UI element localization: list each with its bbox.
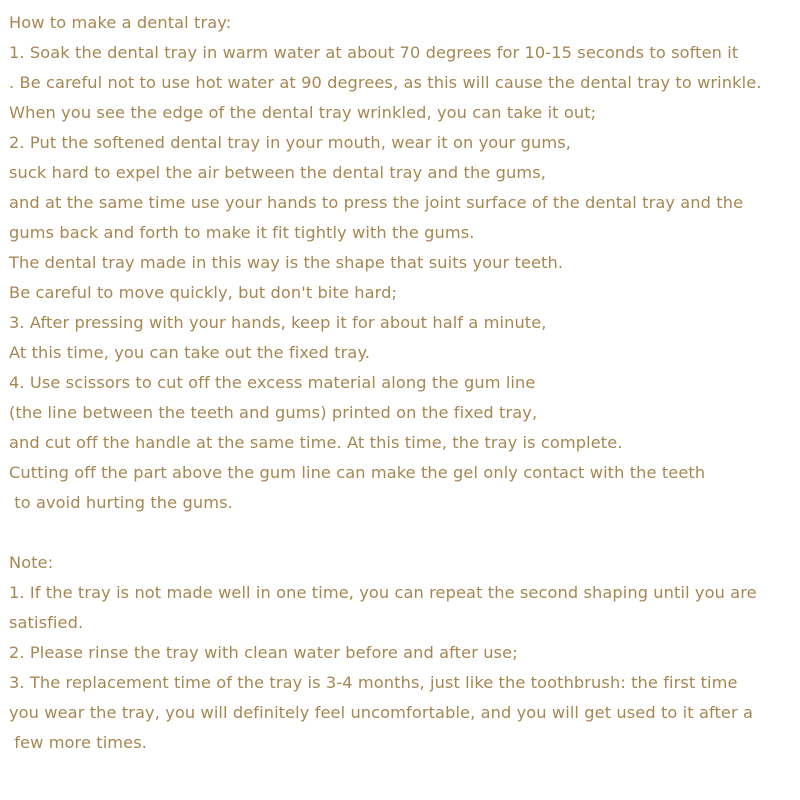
- note-line: you wear the tray, you will definitely feel uncomfortable, and you will get used to it after a: [9, 703, 754, 722]
- instruction-line: gums back and forth to make it fit tightly with the gums.: [9, 223, 475, 242]
- instruction-document: [9, 8, 795, 758]
- instruction-line: The dental tray made in this way is the shape that suits your teeth.: [9, 253, 564, 272]
- instruction-line: 3. After pressing with your hands, keep it for about half a minute,: [9, 313, 547, 332]
- instruction-line: 2. Put the softened dental tray in your mouth, wear it on your gums,: [9, 133, 571, 152]
- section-spacer: [9, 518, 795, 548]
- instruction-line: and cut off the handle at the same time. At this time, the tray is complete.: [9, 433, 623, 452]
- instruction-line: 4. Use scissors to cut off the excess material along the gum line: [9, 373, 536, 392]
- instruction-line: (the line between the teeth and gums) printed on the fixed tray,: [9, 403, 538, 422]
- note-line: 2. Please rinse the tray with clean water before and after use;: [9, 643, 518, 662]
- instruction-line: to avoid hurting the gums.: [9, 493, 233, 512]
- instruction-line: At this time, you can take out the fixed tray.: [9, 343, 371, 362]
- note-line: satisfied.: [9, 613, 84, 632]
- instruction-line: When you see the edge of the dental tray wrinkled, you can take it out;: [9, 103, 597, 122]
- instruction-line: 1. Soak the dental tray in warm water at about 70 degrees for 10-15 seconds to soften it: [9, 43, 739, 62]
- instruction-line: and at the same time use your hands to press the joint surface of the dental tray and the: [9, 193, 744, 212]
- instruction-line: Be careful to move quickly, but don't bite hard;: [9, 283, 398, 302]
- note-line: 3. The replacement time of the tray is 3-4 months, just like the toothbrush: the first time: [9, 673, 738, 692]
- instruction-line: Cutting off the part above the gum line can make the gel only contact with the teeth: [9, 463, 706, 482]
- instructions-heading: How to make a dental tray:: [9, 13, 232, 32]
- note-heading: Note:: [9, 553, 54, 572]
- instruction-line: . Be careful not to use hot water at 90 degrees, as this will cause the dental tray to wrinkle.: [9, 73, 762, 92]
- instruction-line: suck hard to expel the air between the dental tray and the gums,: [9, 163, 547, 182]
- note-line: 1. If the tray is not made well in one time, you can repeat the second shaping until you are: [9, 583, 757, 602]
- note-line: few more times.: [9, 733, 148, 752]
